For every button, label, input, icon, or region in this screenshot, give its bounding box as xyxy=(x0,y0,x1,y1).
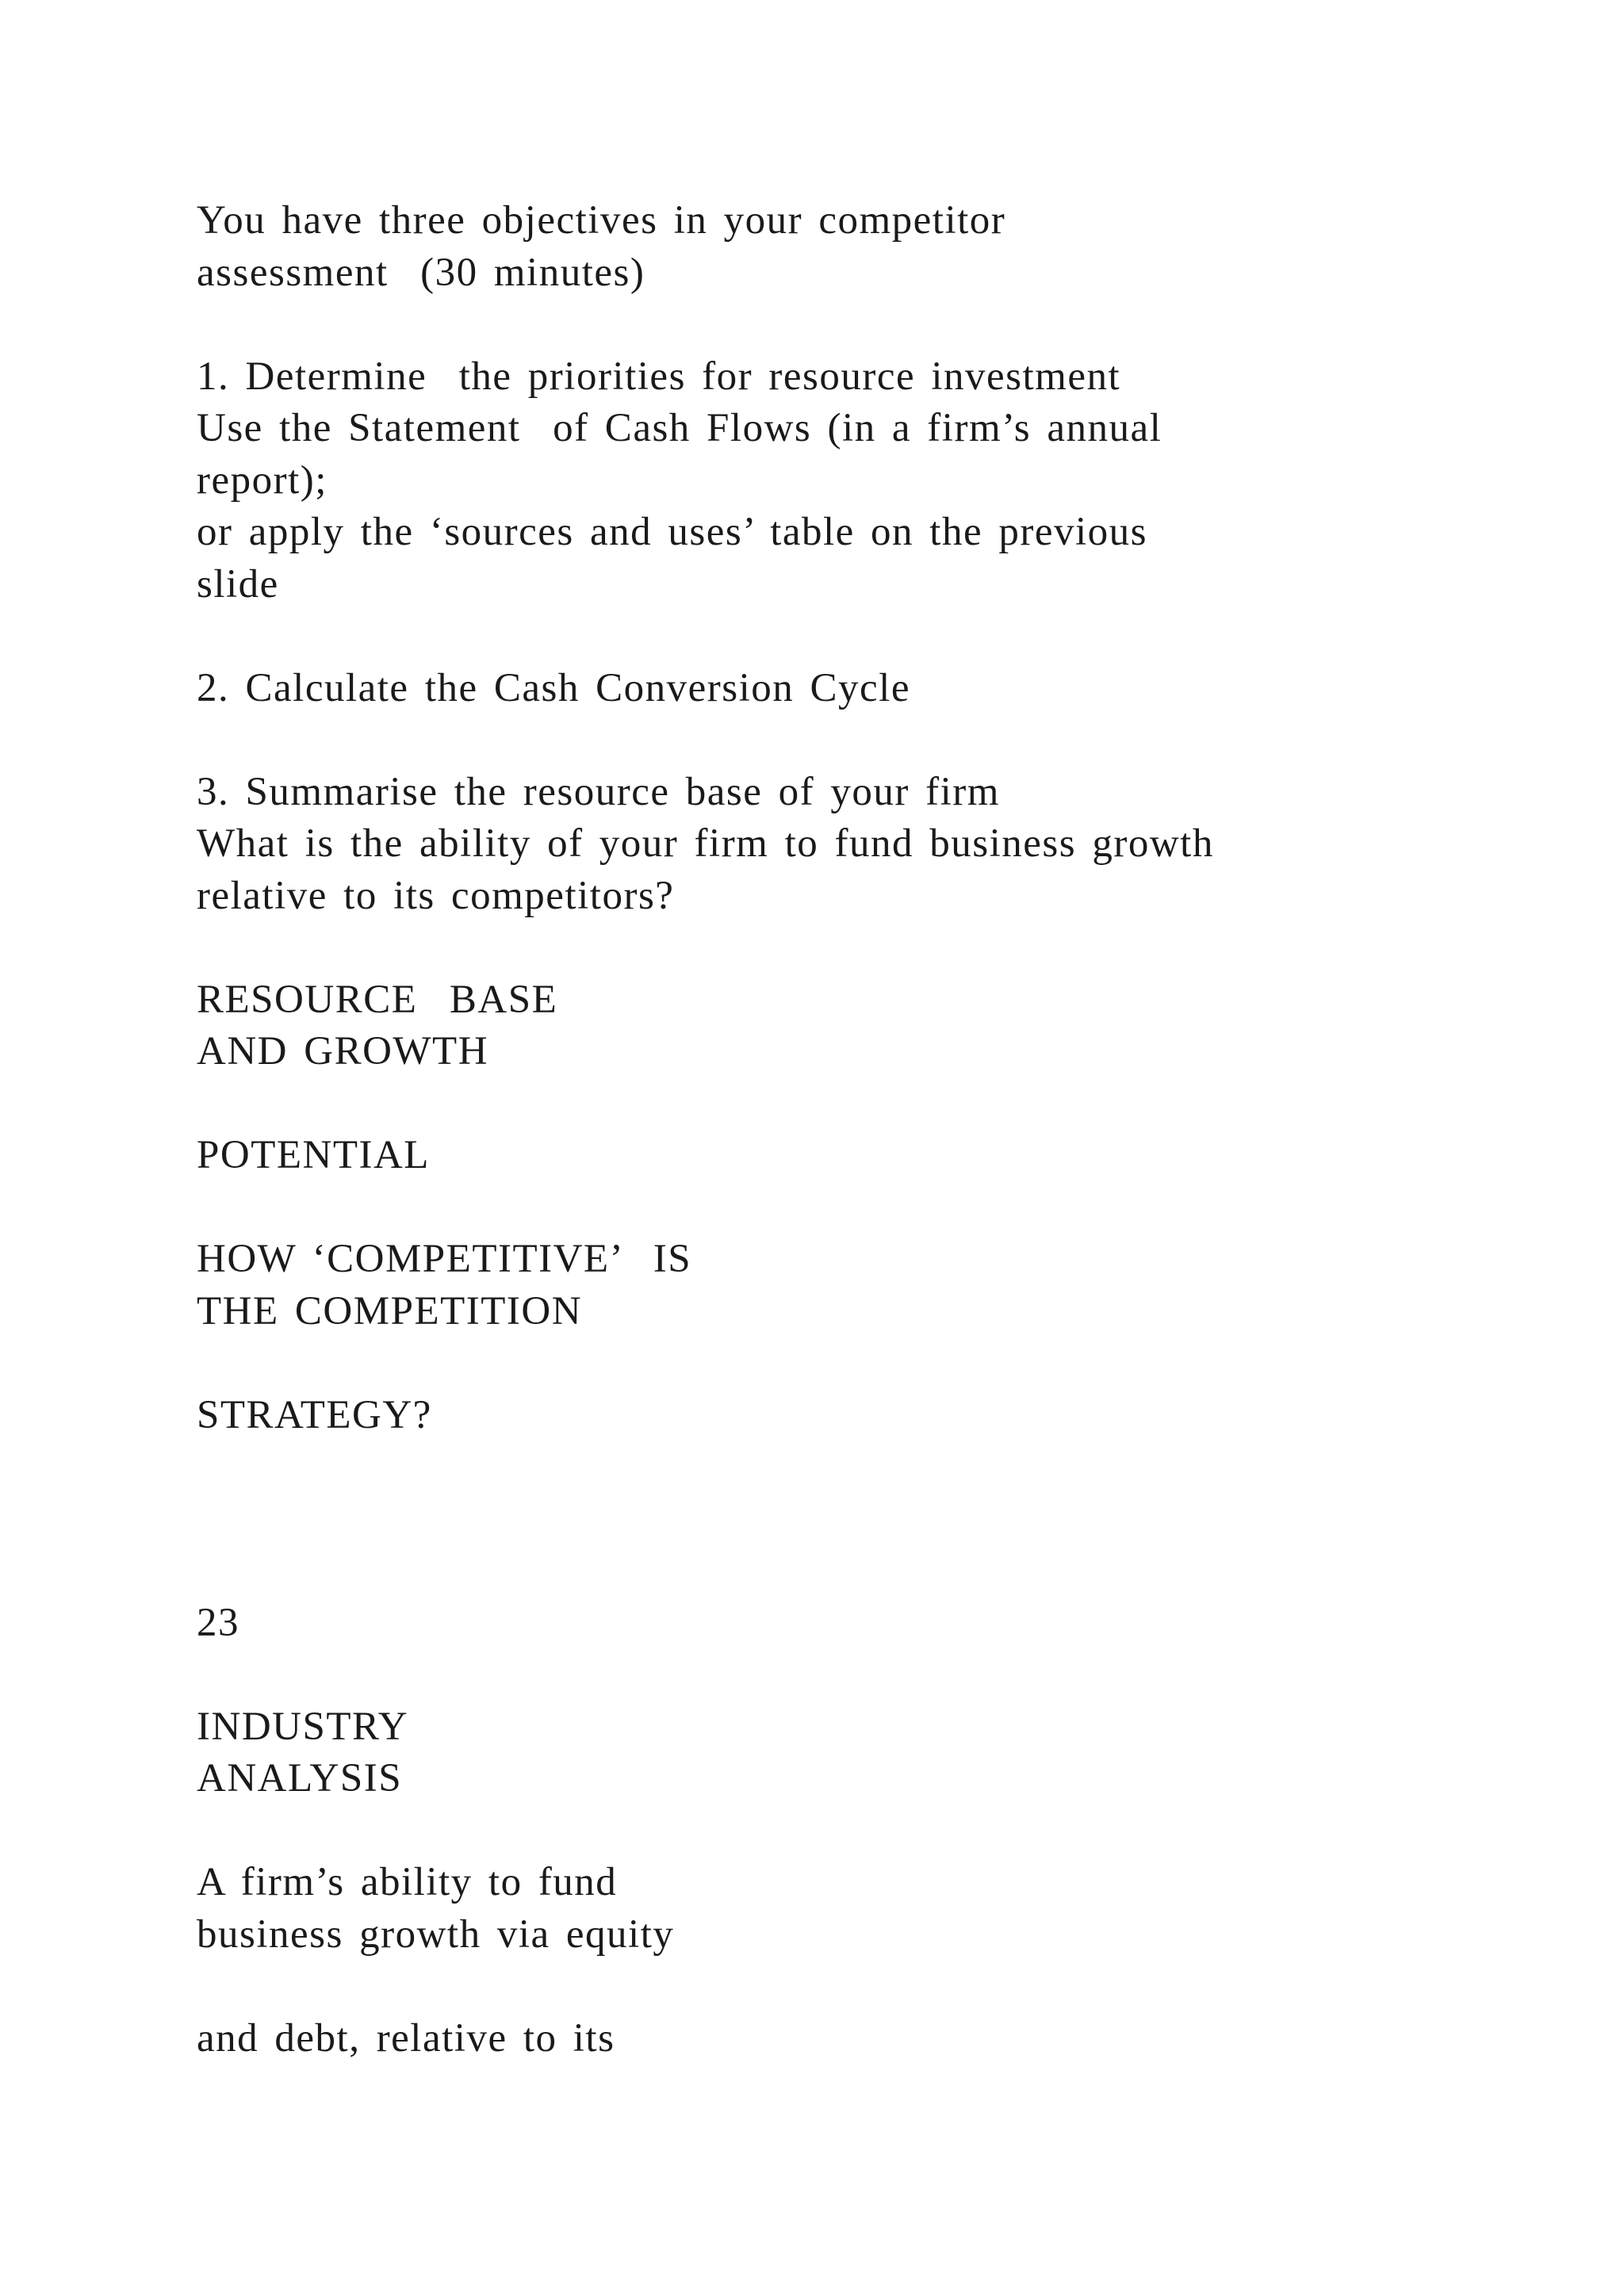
blank-line xyxy=(197,610,1545,663)
section-heading-line: STRATEGY? xyxy=(197,1392,432,1437)
text-line: slide xyxy=(197,561,279,607)
blank-line xyxy=(197,1078,1545,1131)
text-line: or apply the ‘sources and uses’ table on the previous xyxy=(197,510,1147,554)
text-line: You have three objectives in your competitor xyxy=(197,198,1006,243)
blank-line xyxy=(197,1337,1545,1390)
blank-line xyxy=(197,1961,1545,2013)
blank-line xyxy=(197,1649,1545,1701)
section-heading-line: ANALYSIS xyxy=(197,1756,403,1800)
section-heading-line: THE COMPETITION xyxy=(197,1288,583,1334)
section-heading-line: RESOURCE BASE xyxy=(197,977,558,1022)
blank-line xyxy=(197,1441,1545,1494)
section-heading-line: INDUSTRY xyxy=(197,1704,409,1749)
blank-line xyxy=(197,299,1545,351)
text-line: What is the ability of your firm to fund business growth xyxy=(197,821,1214,866)
text-line: 3. Summarise the resource base of your firm xyxy=(197,769,1000,814)
text-line: and debt, relative to its xyxy=(197,2015,615,2061)
blank-line xyxy=(197,714,1545,767)
text-line: report); xyxy=(197,457,327,503)
document-text-body xyxy=(197,195,1545,2064)
text-line: A firm’s ability to fund xyxy=(197,1860,618,1904)
text-line: business growth via equity xyxy=(197,1911,675,1957)
blank-line xyxy=(197,1805,1545,1858)
section-heading-line: HOW ‘COMPETITIVE’ IS xyxy=(197,1237,692,1281)
section-heading-line: POTENTIAL xyxy=(197,1133,430,1177)
blank-line xyxy=(197,1182,1545,1234)
blank-line xyxy=(197,1545,1545,1598)
blank-line xyxy=(197,1494,1545,1546)
page-number: 23 xyxy=(197,1600,239,1645)
blank-line xyxy=(197,922,1545,974)
section-heading-line: AND GROWTH xyxy=(197,1029,489,1073)
text-line: relative to its competitors? xyxy=(197,873,675,918)
text-line: assessment (30 minutes) xyxy=(197,250,645,295)
text-line: Use the Statement of Cash Flows (in a firm’s annual xyxy=(197,406,1162,450)
text-line: 2. Calculate the Cash Conversion Cycle xyxy=(197,665,910,710)
text-line: 1. Determine the priorities for resource investment xyxy=(197,354,1121,399)
